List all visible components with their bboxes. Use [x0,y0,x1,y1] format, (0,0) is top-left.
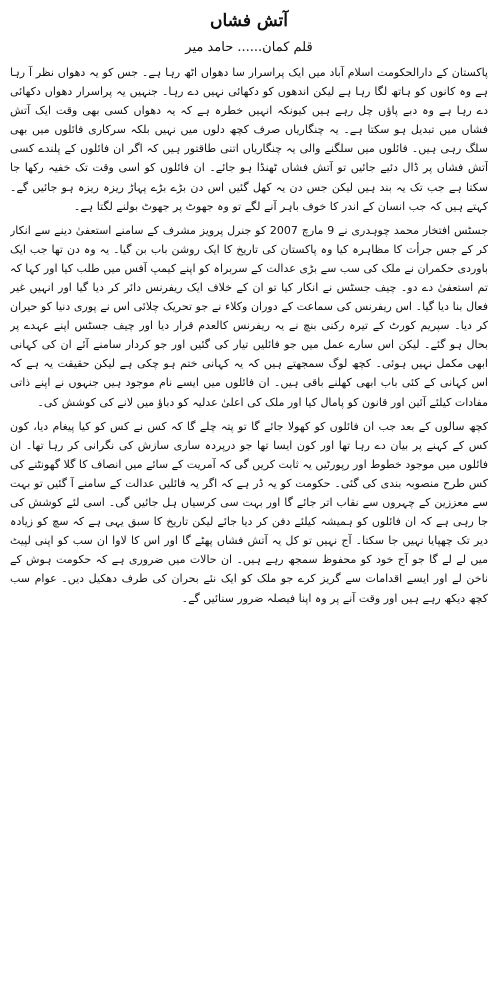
article-paragraph: جسٹس افتخار محمد چوہدری نے 9 مارچ 2007 کو جنرل پرویز مشرف کے سامنے استعفیٰ دینے سے انکار کر کے جس جرأت کا مظاہرہ کیا وہ پاکستان کی تاریخ کا ایک روشن باب بن گیا۔ یہ وہ دن تھا جب ایک باوردی حکمران نے ملک کی سب سے بڑی عدالت کے سربراہ کو اپنے کیمپ آفس میں طلب کیا اور کہا کہ تم استعفیٰ دے دو۔ چیف جسٹس نے انکار کیا تو ان کے خلاف ایک ریفرنس دائر کر دیا گیا اور انہیں غیر فعال بنا دیا گیا۔ اس ریفرنس کی سماعت کے دوران وکلاء نے جو تحریک چلائی اس نے پوری دنیا کو حیران کر دیا۔ سپریم کورٹ کے تیرہ رکنی بنچ نے یہ ریفرنس کالعدم قرار دیا اور چیف جسٹس اپنے عہدے پر بحال ہو گئے۔ لیکن اس سارے عمل میں جو فائلیں تیار کی گئیں اور جو کردار سامنے آئے ان کی کہانی ابھی مکمل نہیں ہوئی۔ کچھ لوگ سمجھتے ہیں کہ یہ کہانی ختم ہو چکی ہے لیکن حقیقت یہ ہے کہ اس کہانی کے کئی باب ابھی کھلنے باقی ہیں۔ ان فائلوں میں ایسے نام موجود ہیں جنہوں نے اپنے ذاتی مفادات کیلئے آئین اور قانون کو پامال کیا اور ملک کی اعلیٰ عدلیہ کو دباؤ میں لانے کی کوشش کی۔ [10,223,488,409]
article-paragraph: کچھ سالوں کے بعد جب ان فائلوں کو کھولا جائے گا تو پتہ چلے گا کہ کس نے کس کو کیا پیغام دیا، کون کس کے کہنے پر بیان دے رہا تھا اور کون ایسا تھا جو درپردہ ساری سازش کی نگرانی کر رہا تھا۔ ان فائلوں میں موجود خطوط اور رپورٹیں یہ ثابت کریں گی کہ آمریت کے سائے میں انصاف کا گلا گھونٹنے کی کس طرح منصوبہ بندی کی گئی۔ حکومت کو یہ ڈر ہے کہ اگر یہ فائلیں عدالت کے سامنے آ گئیں تو بہت سے معززین کے چہروں سے نقاب اتر جائے گا اور بہت سی کرسیاں ہل جائیں گی۔ اسی لئے کوشش کی جا رہی ہے کہ ان فائلوں کو ہمیشہ کیلئے دفن کر دیا جائے لیکن تاریخ کا سبق یہی ہے کہ سچ کو زیادہ دیر تک چھپایا نہیں جا سکتا۔ آج نہیں تو کل یہ آتش فشاں پھٹے گا اور اس کا لاوا ان سب کو اپنی لپیٹ میں لے لے گا جو آج خود کو محفوظ سمجھ رہے ہیں۔ ان حالات میں ضروری ہے کہ حکومت ہوش کے ناخن لے اور ایسے اقدامات سے گریز کرے جو ملک کو ایک نئے بحران کی طرف دھکیل دیں۔ عوام سب کچھ دیکھ رہے ہیں اور وقت آنے پر وہ اپنا فیصلہ ضرور سنائیں گے۔ [10,419,488,605]
article-paragraph: پاکستان کے دارالحکومت اسلام آباد میں ایک پراسرار سا دھواں اٹھ رہا ہے۔ جس کو یہ دھواں نظر آ رہا ہے وہ کانوں کو ہاتھ لگا رہا ہے لیکن اندھوں کو دکھائی نہیں دے رہا۔ جنہیں یہ پراسرار دھواں دکھائی دے رہا ہے وہ دبے پاؤں چل رہے ہیں کیونکہ انہیں خطرہ ہے کہ یہ دھواں کسی بھی وقت ایک آتش فشاں میں تبدیل ہو سکتا ہے۔ یہ چنگاریاں صرف کچھ دلوں میں نہیں بلکہ سرکاری فائلوں میں بھی سلگ رہی ہیں۔ فائلوں میں سلگنے والی یہ چنگاریاں اتنی طاقتور ہیں کہ اگر ان فائلوں کے پلندے کسی آتش فشاں پر ڈال دئیے جائیں تو آتش فشاں ٹھنڈا ہو جائے۔ ان فائلوں کو اسی وقت تک خفیہ رکھا جا سکتا ہے جب تک یہ بند ہیں لیکن جس دن یہ کھل گئیں اس دن بڑے بڑے پہاڑ ریزہ ریزہ ہو جائیں گے۔ کہتے ہیں کہ جب انسان کے اندر کا خوف باہر آنے لگے تو وہ جھوٹ پر جھوٹ بولنے لگتا ہے۔ [10,65,488,213]
article-byline: قلم کمان...... حامد میر [185,39,313,55]
article-body [10,63,488,993]
article-title: آتش فشاں [209,11,288,31]
